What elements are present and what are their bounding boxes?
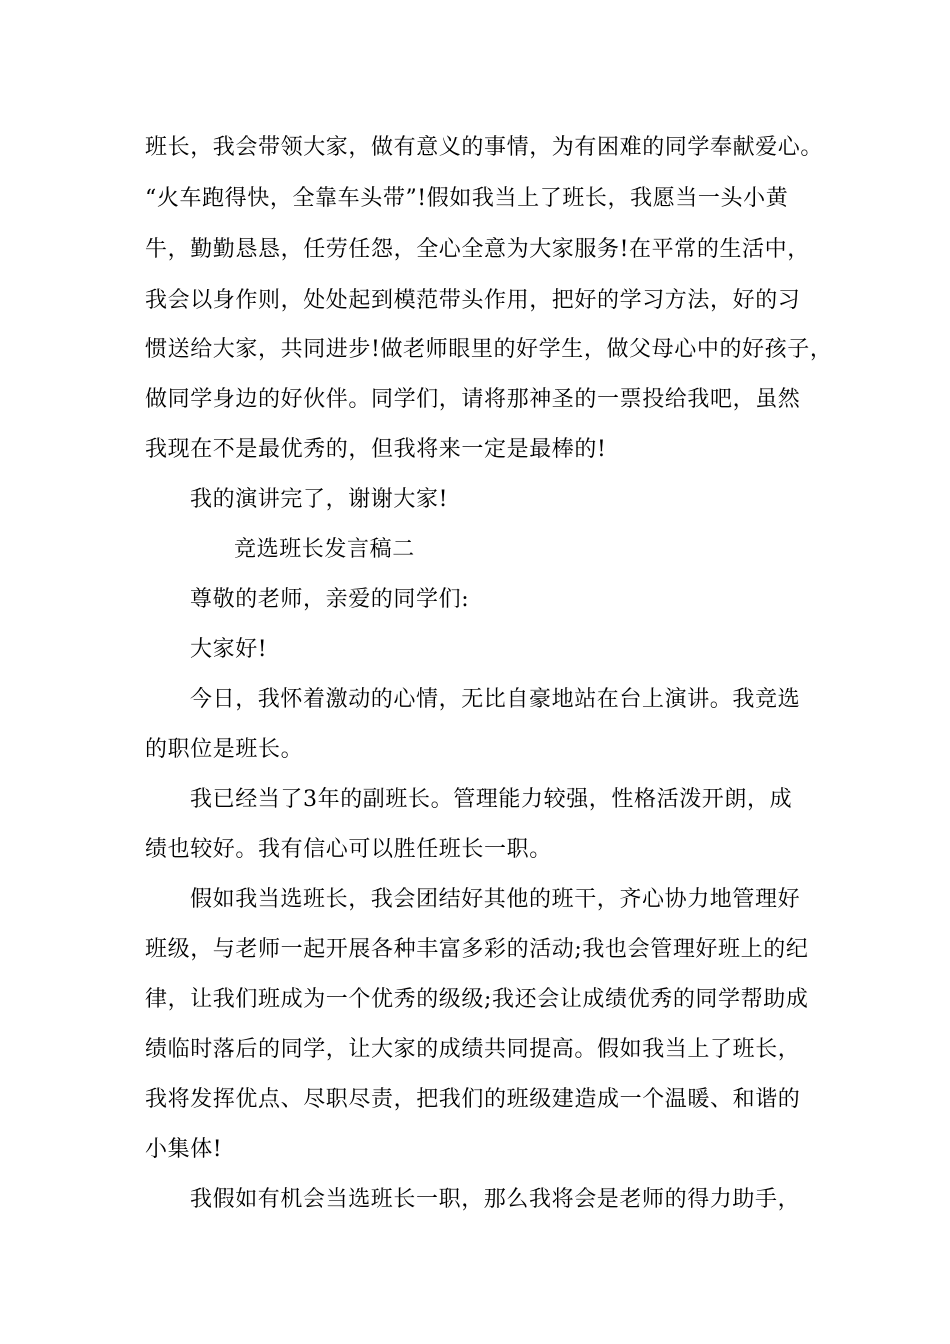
- paragraph-line: 小集体!: [145, 1137, 223, 1162]
- paragraph-line: 我已经当了3年的副班长。管理能力较强，性格活泼开朗，成: [190, 787, 793, 812]
- greeting-line: 大家好!: [190, 637, 268, 662]
- paragraph-line: 班长，我会带领大家，做有意义的事情，为有困难的同学奉献爱心。: [145, 135, 824, 160]
- paragraph-line: 做同学身边的好伙伴。同学们，请将那神圣的一票投给我吧，虽然: [145, 387, 801, 412]
- paragraph-line: 牛，勤勤恳恳，任劳任怨，全心全意为大家服务!在平常的生活中，: [145, 237, 810, 262]
- paragraph-line: 绩临时落后的同学，让大家的成绩共同提高。假如我当上了班长，: [145, 1037, 801, 1062]
- paragraph-line: 我将发挥优点、尽职尽责，把我们的班级建造成一个温暖、和谐的: [145, 1087, 801, 1112]
- paragraph-line: 班级，与老师一起开展各种丰富多彩的活动;我也会管理好班上的纪: [145, 937, 809, 962]
- paragraph-line: 我现在不是最优秀的，但我将来一定是最棒的!: [145, 437, 607, 462]
- paragraph-line: 惯送给大家，共同进步!做老师眼里的好学生，做父母心中的好孩子，: [145, 337, 833, 362]
- paragraph-line: 绩也较好。我有信心可以胜任班长一职。: [145, 837, 552, 862]
- section-heading: 竞选班长发言稿二: [234, 537, 415, 562]
- salutation-line: 尊敬的老师，亲爱的同学们:: [190, 587, 470, 612]
- paragraph-line: 我会以身作则，处处起到模范带头作用，把好的学习方法，好的习: [145, 288, 801, 313]
- closing-line: 我的演讲完了，谢谢大家!: [190, 487, 449, 512]
- paragraph-line: 律，让我们班成为一个优秀的级级;我还会让成绩优秀的同学帮助成: [145, 987, 809, 1012]
- paragraph-line: “火车跑得快，全靠车头带”!假如我当上了班长，我愿当一头小黄: [145, 186, 789, 211]
- paragraph-line: 假如我当选班长，我会团结好其他的班干，齐心协力地管理好: [190, 887, 801, 912]
- paragraph-line: 今日，我怀着激动的心情，无比自豪地站在台上演讲。我竞选: [190, 687, 801, 712]
- paragraph-line: 的职位是班长。: [145, 737, 304, 762]
- paragraph-line: 我假如有机会当选班长一职，那么我将会是老师的得力助手，: [190, 1187, 801, 1212]
